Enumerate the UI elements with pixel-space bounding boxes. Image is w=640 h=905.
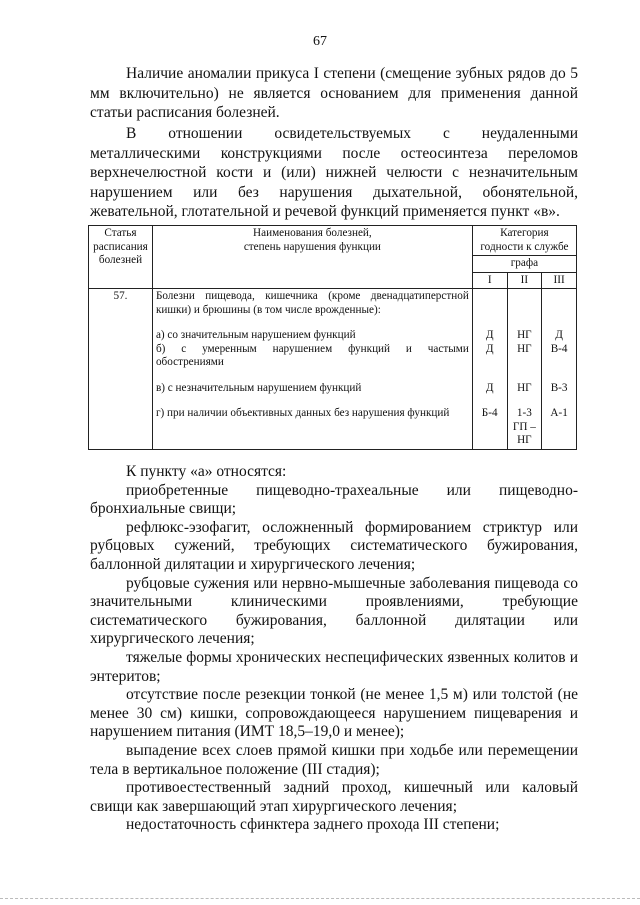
header-disease-names: Наименования болезней, степень нарушения функции (152, 226, 472, 289)
intro-p1-line-1: Наличие аномалии прикуса I степени (смещение зубных рядов (126, 65, 551, 82)
article-number: 57. (89, 289, 153, 450)
table-row (89, 289, 577, 450)
header-category: Категория годности к службе (472, 226, 576, 256)
header-graph-label: графа (472, 256, 576, 273)
intro-p2-line-2: конструкциями после остеосинтеза переломов верхнечелюстной кости (90, 144, 578, 182)
item-v-graph-1: Д (485, 381, 494, 394)
section-text (90, 463, 578, 835)
diseases-table (88, 225, 577, 450)
graph-1-values (472, 289, 507, 450)
list-item: выпадение всех слоев прямой кишки при ходьбе или перемещении тела в вертикальное положение (III стадия); (90, 741, 578, 778)
item-b-graph-3: В-4 (550, 342, 568, 355)
item-v-text: в) с незначительным нарушением функций (155, 381, 362, 394)
list-item: приобретенные пищеводно-трахеальные или пищеводно-бронхиальные свищи; (90, 481, 578, 518)
intro-paragraph-2 (90, 124, 578, 222)
item-g-graph-2-line-3: НГ (517, 434, 532, 446)
item-b-graph-1: Д (485, 342, 494, 355)
intro-p2-line-3: и (или) нижней челюсти с незначительным нарушением (90, 164, 578, 201)
item-g-graph-2-line-2: ГП – (512, 420, 536, 433)
header-graph-2: II (507, 272, 542, 289)
header-article: Статья расписания болезней (89, 226, 153, 289)
section-heading: К пункту «а» относятся: (126, 463, 287, 480)
intro-p2-line-4: или без нарушения дыхательной, обонятельной, жевательной, (90, 183, 578, 221)
scan-edge-divider (0, 898, 640, 899)
intro-paragraph-1 (90, 64, 578, 123)
table-header-row (89, 226, 577, 256)
disease-description (152, 289, 472, 450)
item-a-text: а) со значительным нарушением функций (155, 329, 356, 341)
item-b-graph-2: НГ (517, 342, 532, 355)
graph-3-values (542, 289, 577, 450)
intro-p1-line-2: до 5 мм включительно) не является основанием для применения данной (90, 65, 578, 102)
header-graph-3: III (542, 272, 577, 289)
list-item: недостаточность сфинктера заднего прохода III степени; (126, 816, 500, 834)
list-item: рубцовые сужения или нервно-мышечные заболевания пищевода со значительными клиническими проявлениями, требующие систематического бужирования, баллонной дилятации или хирургического лечения; (90, 574, 578, 648)
list-item: отсутствие после резекции тонкой (не менее 1,5 м) или толстой (не менее 30 см) кишки, сопровождающееся нарушением пищеварения и нарушением питания (ИМТ 18,5–19,0 и менее); (90, 686, 578, 741)
list-item: тяжелые формы хронических неспецифических язвенных колитов и энтеритов; (90, 648, 578, 685)
item-g-graph-1: Б-4 (481, 407, 498, 419)
item-b-text-line-1: б) с умеренным нарушением функций и частыми (155, 342, 469, 355)
disease-line-2: кишки) и брюшины (в том числе врожденные): (155, 303, 381, 316)
intro-p1-line-3: статьи расписания болезней. (90, 104, 280, 122)
disease-line-1: Болезни пищевода, кишечника (кроме двенадцатиперстной (155, 290, 469, 302)
intro-p2-line-1: В отношении освидетельствуемых с неудаленными металлическими (90, 125, 578, 162)
item-a-graph-1: Д (485, 329, 494, 341)
item-a-graph-3: Д (555, 329, 563, 341)
item-g-graph-3: А-1 (550, 407, 568, 419)
item-b-text-line-2: обострениями (155, 356, 224, 368)
list-item: противоестественный задний проход, кишечный или каловый свищи как завершающий этап хирургического лечения; (90, 779, 578, 815)
intro-p2-line-5: глотательной и речевой функций применяется пункт «в». (181, 203, 560, 221)
item-a-graph-2: НГ (517, 329, 532, 341)
header-graph-1: I (472, 272, 507, 289)
item-v-graph-2: НГ (517, 381, 532, 394)
item-g-graph-2-line-1: 1-3 (516, 407, 532, 419)
graph-2-values (507, 289, 542, 450)
item-g-text: г) при наличии объективных данных без нарушения функций (155, 407, 450, 419)
list-item: рефлюкс-эзофагит, осложненный формированием стриктур или рубцовых сужений, требующих систематического бужирования, баллонной дилятации и хирургического лечения; (90, 518, 578, 573)
page-number: 67 (313, 34, 327, 49)
item-v-graph-3: В-3 (550, 381, 568, 394)
